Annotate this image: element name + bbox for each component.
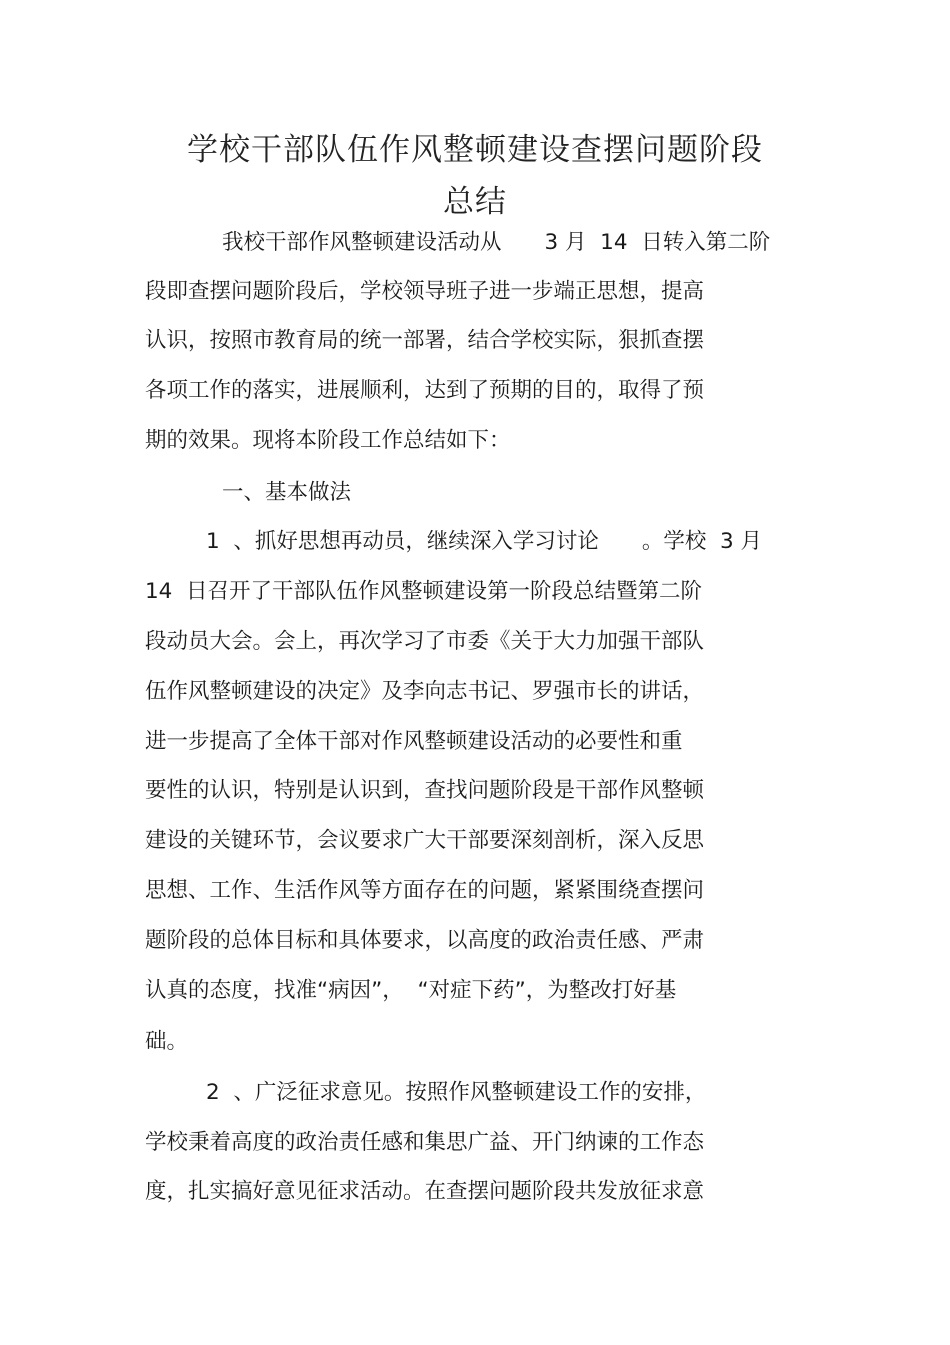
paragraph-line: 伍作风整顿建设的决定》及李向志书记、罗强市长的讲话，	[145, 679, 705, 704]
paragraph-line: 要性的认识，特别是认识到，查找问题阶段是干部作风整顿	[145, 778, 705, 803]
paragraph-line: 建设的关键环节，会议要求广大干部要深刻剖析，深入反思	[145, 828, 705, 853]
paragraph-line: 认真的态度，找准“病因”， “对症下药”，为整改打好基	[145, 978, 677, 1003]
paragraph-line: 础。	[145, 1029, 189, 1054]
paragraph-line: 认识，按照市教育局的统一部署，结合学校实际，狠抓查摆	[145, 328, 705, 353]
paragraph-line: 段即查摆问题阶段后，学校领导班子进一步端正思想，提高	[145, 279, 705, 304]
paragraph-line: 度，扎实搞好意见征求活动。在查摆问题阶段共发放征求意	[145, 1179, 705, 1204]
paragraph-line: 段动员大会。会上，再次学习了市委《关于大力加强干部队	[145, 629, 705, 654]
paragraph-line: 思想、工作、生活作风等方面存在的问题，紧紧围绕查摆问	[145, 878, 705, 903]
paragraph-line: 14 日召开了干部队伍作风整顿建设第一阶段总结暨第二阶	[145, 579, 703, 604]
section-heading: 一、基本做法	[222, 480, 352, 505]
paragraph-line: 学校秉着高度的政治责任感和集思广益、开门纳谏的工作态	[145, 1130, 705, 1155]
paragraph-line: 我校干部作风整顿建设活动从 3 月 14 日转入第二阶	[222, 230, 771, 255]
document-title-line-1: 学校干部队伍作风整顿建设查摆问题阶段	[187, 132, 763, 168]
document-title-line-2: 总结	[443, 184, 507, 220]
paragraph-line: 期的效果。现将本阶段工作总结如下：	[145, 428, 511, 453]
paragraph-line: 各项工作的落实，进展顺利，达到了预期的目的，取得了预	[145, 378, 705, 403]
paragraph-line: 题阶段的总体目标和具体要求，以高度的政治责任感、严肃	[145, 928, 705, 953]
paragraph-line: 1 、抓好思想再动员，继续深入学习讨论 。学校 3 月	[206, 529, 763, 554]
paragraph-line: 进一步提高了全体干部对作风整顿建设活动的必要性和重	[145, 729, 683, 754]
paragraph-line: 2 、广泛征求意见。按照作风整顿建设工作的安排，	[206, 1080, 707, 1105]
